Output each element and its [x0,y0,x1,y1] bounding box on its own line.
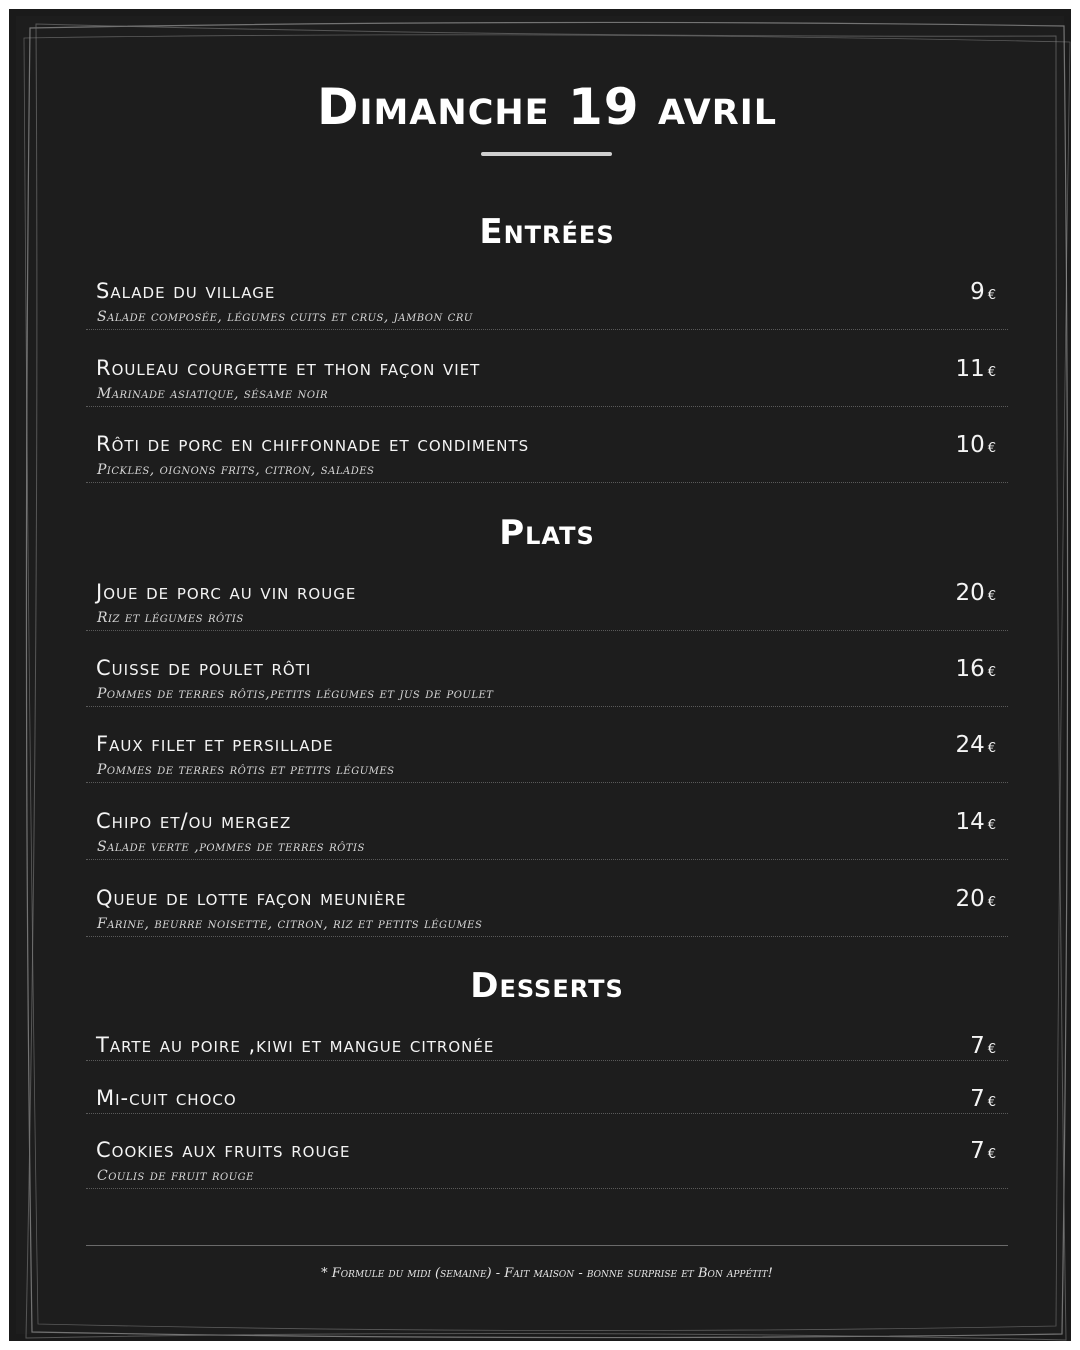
menu-item-price [955,886,996,912]
menu-item-name: Cuisse de poulet rôti [96,656,312,680]
menu-item-price [970,1033,996,1059]
currency-symbol: € [987,441,996,456]
menu-item-price [955,809,996,835]
menu-item-description: Marinade asiatique, sésame noir [97,386,329,402]
menu-item-description: Pommes de terres rôtis et petits légumes [97,762,395,778]
menu-item-description: Riz et légumes rôtis [97,610,244,626]
currency-symbol: € [987,741,996,756]
menu-item-price [955,580,996,606]
item-dotted-divider [86,1060,1008,1061]
menu-item-price [955,732,996,758]
menu-item-description: Salade verte ,pommes de terres rôtis [97,839,365,855]
item-dotted-divider [86,706,1008,707]
item-dotted-divider [86,782,1008,783]
section-title: Plats [499,513,595,553]
menu-item-name: Cookies aux fruits rouge [96,1138,351,1162]
price-value: 9 [970,279,985,305]
price-value: 7 [970,1033,985,1059]
item-dotted-divider [86,936,1008,937]
currency-symbol: € [987,1095,996,1110]
section-title: Desserts [470,966,624,1006]
price-value: 14 [955,809,985,835]
menu-item-price [955,356,996,382]
currency-symbol: € [987,365,996,380]
chalkboard [9,9,1071,1341]
menu-item-name: Joue de porc au vin rouge [96,580,357,604]
menu-item-description: Salade composée, légumes cuits et crus, jambon cru [97,309,473,325]
menu-item-name: Rouleau courgette et thon façon viet [96,356,481,380]
currency-symbol: € [987,1042,996,1057]
item-dotted-divider [86,1113,1008,1114]
menu-item-name: Tarte au poire ,kiwi et mangue citronée [96,1033,495,1057]
footer-divider [86,1245,1008,1246]
menu-item-description: Pickles, oignons frits, citron, salades [97,462,375,478]
menu-item-price [970,1138,996,1164]
price-value: 11 [955,356,985,382]
menu-item-name: Chipo et/ou mergez [96,809,292,833]
menu-item-name: Queue de lotte façon meunière [96,886,407,910]
item-dotted-divider [86,859,1008,860]
footer-note: * Formule du midi (semaine) - Fait maison - bonne surprise et Bon appétit! [321,1266,773,1281]
currency-symbol: € [987,895,996,910]
item-dotted-divider [86,1188,1008,1189]
menu-item-name: Rôti de porc en chiffonnade et condiments [96,432,530,456]
currency-symbol: € [987,288,996,303]
item-dotted-divider [86,329,1008,330]
price-value: 10 [955,432,985,458]
menu-item-description: Farine, beurre noisette, citron, riz et petits légumes [97,916,483,932]
item-dotted-divider [86,482,1008,483]
currency-symbol: € [987,665,996,680]
price-value: 7 [970,1138,985,1164]
menu-item-name: Mi-cuit choco [96,1086,237,1110]
menu-item-price [970,279,996,305]
menu-item-price [955,656,996,682]
item-dotted-divider [86,406,1008,407]
menu-item-name: Faux filet et persillade [96,732,334,756]
price-value: 16 [955,656,985,682]
menu-date-title: Dimanche 19 avril [316,78,778,136]
price-value: 20 [955,580,985,606]
item-dotted-divider [86,630,1008,631]
menu-item-name: Salade du village [96,279,276,303]
price-value: 7 [970,1086,985,1112]
menu-item-description: Pommes de terres rôtis,petits légumes et jus de poulet [97,686,494,702]
currency-symbol: € [987,818,996,833]
currency-symbol: € [987,1147,996,1162]
price-value: 20 [955,886,985,912]
menu-item-description: Coulis de fruit rouge [97,1168,254,1184]
section-title: Entrées [479,212,615,252]
currency-symbol: € [987,589,996,604]
title-underline [481,152,612,156]
menu-item-price [970,1086,996,1112]
price-value: 24 [955,732,985,758]
menu-item-price [955,432,996,458]
